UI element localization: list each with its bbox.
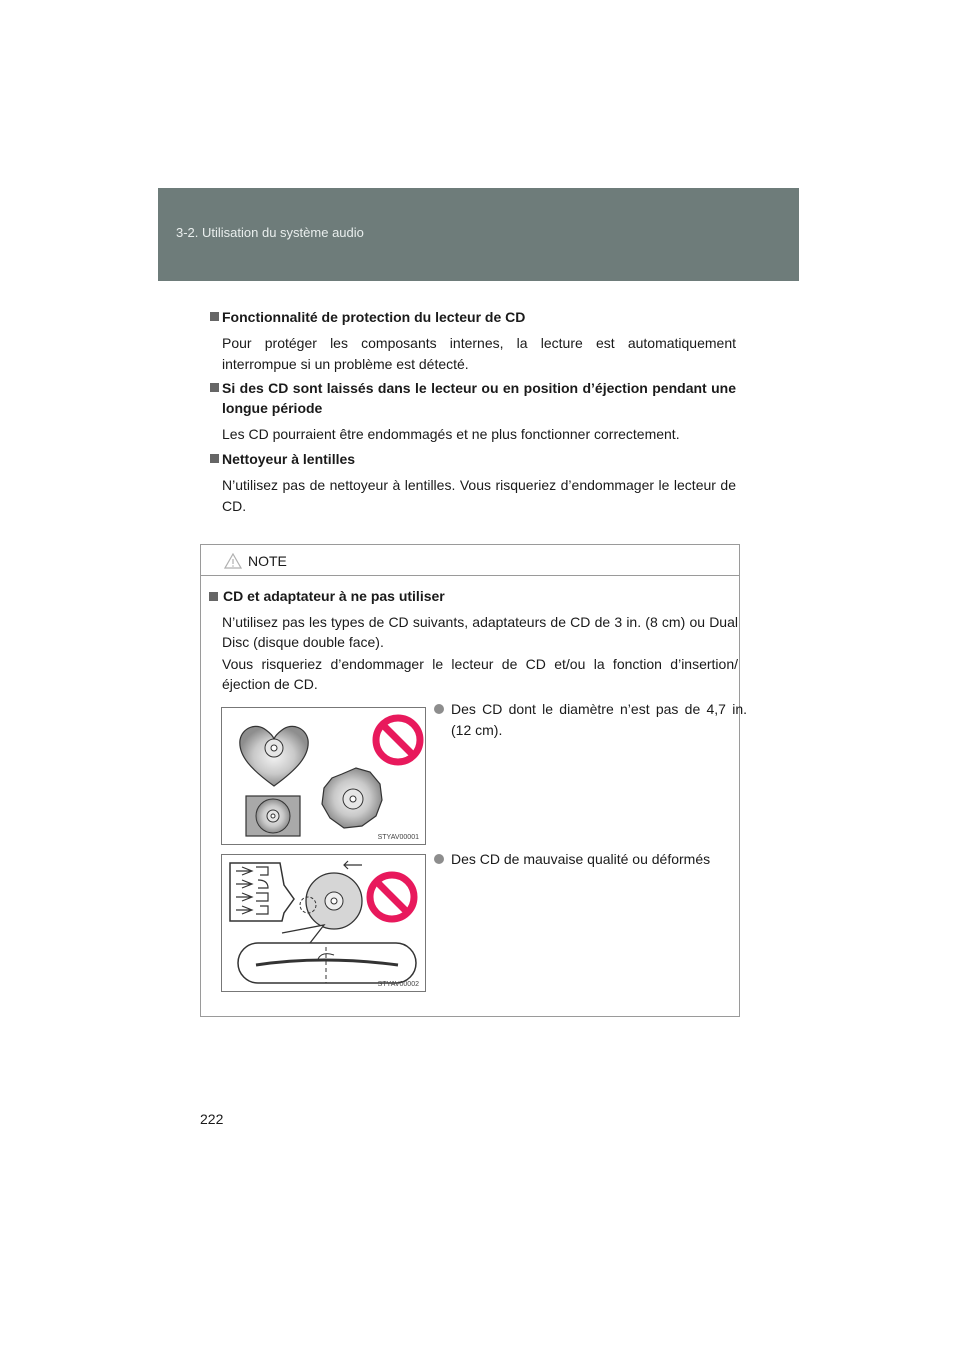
note-label: NOTE (248, 553, 287, 569)
figure-code: STYAV00001 (377, 834, 419, 841)
figure-non-standard-cds (221, 707, 426, 845)
section-body: N’utilisez pas de nettoyeur à lentilles. Vous risqueriez d’endommager le lecteur de CD. (222, 477, 736, 514)
section-lens-cleaner (210, 449, 736, 517)
section-body: Pour protéger les composants internes, la lecture est automatiquement interrompue si un problème est détecté. (222, 335, 736, 372)
bullet-item-poor-quality: Des CD de mauvaise qualité ou déformés (434, 849, 747, 870)
figure-poor-quality-cds (221, 854, 426, 992)
note-header (201, 545, 739, 576)
square-bullet-icon (210, 383, 219, 392)
deformed-cds-illustration (222, 855, 425, 991)
note-paragraph: Vous risqueriez d’endommager le lecteur de CD et/ou la fonction d’insertion/ éjection de CD. (222, 656, 738, 692)
section-title: Fonctionnalité de protection du lecteur de CD (210, 307, 736, 327)
non-standard-cds-illustration (222, 708, 425, 844)
note-box (200, 544, 747, 1017)
section-body: Les CD pourraient être endommagés et ne plus fonctionner correctement. (222, 426, 680, 442)
section-title: Nettoyeur à lentilles (210, 449, 736, 469)
chapter-header-band (158, 188, 799, 281)
note-paragraph: N’utilisez pas les types de CD suivants, adaptateurs de CD de 3 in. (8 cm) ou Dual Disc (disque double face). (222, 614, 738, 650)
round-bullet-icon (434, 854, 444, 864)
square-bullet-icon (210, 454, 219, 463)
warning-icon (224, 553, 242, 569)
page-number: 222 (200, 1111, 224, 1127)
square-bullet-icon (210, 312, 219, 321)
note-section-title: CD et adaptateur à ne pas utiliser (209, 588, 445, 604)
chapter-breadcrumb: 3-2. Utilisation du système audio (176, 225, 364, 240)
figure-code: STYAV00002 (377, 981, 419, 988)
round-bullet-icon (434, 704, 444, 714)
section-cd-left-in-player (210, 378, 736, 445)
bullet-item-non-standard-diameter: Des CD dont le diamètre n’est pas de 4,7 in. (12 cm). (434, 699, 747, 741)
section-title: Si des CD sont laissés dans le lecteur ou en position d’éjection pendant une longue période (210, 378, 736, 418)
square-bullet-icon (209, 592, 218, 601)
section-cd-protection (210, 307, 736, 375)
